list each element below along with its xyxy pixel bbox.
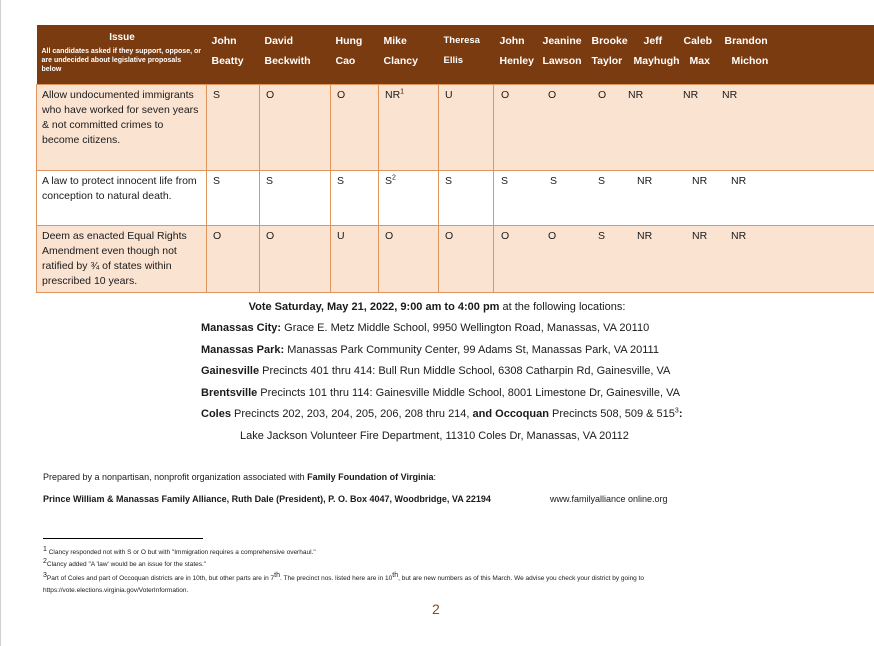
candidate-header-lawson: Jeanine Lawson [542, 35, 582, 67]
issue-header: Issue [109, 32, 135, 43]
candidate-header-cao: Hung Cao [331, 25, 379, 84]
vote-cell: O [331, 84, 379, 170]
location-gainesville: Gainesville Precincts 401 thru 414: Bull Run Middle School, 6308 Catharpin Rd, Gainesville, VA [201, 365, 671, 377]
candidate-header-ellis: Theresa Ellis [439, 25, 494, 84]
vote-date-line: Vote Saturday, May 21, 2022, 9:00 am to 4:00 pm at the following locations: [248, 301, 626, 313]
vote-cell: S [207, 84, 260, 170]
vote-value: NR [731, 174, 747, 187]
vote-value: NR [731, 229, 747, 242]
vote-value: O [598, 88, 607, 101]
vote-value: NR [722, 88, 738, 101]
organization-address: Prince William & Manassas Family Alliance, Ruth Dale (President), P. O. Box 4047, Woodbridge, VA 22194 [43, 494, 491, 504]
candidate-header-henley: John Henley [499, 35, 534, 67]
location-manassas-city: Manassas City: Grace E. Metz Middle School, 9950 Wellington Road, Manassas, VA 20110 [201, 322, 650, 334]
issue-header-cell [37, 25, 207, 84]
footnote-divider [43, 538, 203, 539]
vote-cell: S [439, 170, 494, 225]
location-brentsville: Brentsville Precincts 101 thru 114: Gainesville Middle School, 8001 Limestone Dr, Gainesville, VA [201, 387, 680, 399]
issue-cell: Deem as enacted Equal Rights Amendment even though not ratified by ¾ of states within prescribed 10 years. [37, 225, 207, 292]
table-header-row [37, 25, 874, 84]
footnote-ref: 1 [400, 88, 405, 95]
vote-cell: O [439, 225, 494, 292]
vote-cell: S [331, 170, 379, 225]
location-lake-jackson: Lake Jackson Volunteer Fire Department, 11310 Coles Dr, Manassas, VA 20112 [240, 430, 629, 442]
vote-value: O [501, 229, 510, 242]
vote-cell: O [260, 225, 331, 292]
vote-value: O [501, 88, 510, 101]
vote-value: NR [637, 229, 653, 242]
vote-cell: O [379, 225, 439, 292]
vote-value: NR [628, 88, 644, 101]
vote-value: NR [637, 174, 653, 187]
issue-cell: A law to protect innocent life from conception to natural death. [37, 170, 207, 225]
candidate-header-max: Caleb Max [683, 35, 713, 67]
vote-cell-group [494, 170, 874, 225]
vote-value: O [548, 229, 557, 242]
page-edge [0, 0, 1, 646]
vote-value: NR [683, 88, 699, 101]
vote-value: S [598, 229, 606, 242]
vote-cell-group [494, 84, 874, 170]
location-manassas-park: Manassas Park: Manassas Park Community Center, 99 Adams St, Manassas Park, VA 20111 [201, 344, 659, 356]
location-coles-occoquan: Coles Precincts 202, 203, 204, 205, 206, 208 thru 214, and Occoquan Precincts 508, 509 & $515^3$: [201, 407, 683, 420]
vote-cell: S [260, 170, 331, 225]
table-row [37, 225, 874, 292]
website-link[interactable]: www.familyalliance online.org [550, 494, 668, 504]
page-number: 2 [432, 601, 440, 617]
candidate-header-beatty: John Beatty [207, 25, 260, 84]
vote-value: S [550, 174, 558, 187]
grouped-candidate-headers [500, 31, 871, 75]
vote-cell: O [207, 225, 260, 292]
vote-value: NR [692, 229, 708, 242]
prepared-by-line: Prepared by a nonpartisan, nonprofit organization associated with Family Foundation of Virginia: [43, 472, 437, 482]
candidate-header-michon: Brandon Michon [724, 35, 769, 67]
table-row [37, 84, 874, 170]
vote-cell: U [439, 84, 494, 170]
vote-cell: $NR^1$ [379, 84, 439, 170]
footnote-3: $^3$Part of Coles and part of Occoquan districts are in 10th, but other parts are in 7th. The precinct nos. listed here are in 10th, but are new numbers as of this March. We advise you check your district by going to [43, 571, 645, 582]
table-row [37, 170, 874, 225]
candidate-header-beckwith: David Beckwith [260, 25, 331, 84]
vote-cell-group [494, 225, 874, 292]
footnote-ref: 3 [674, 407, 679, 415]
vote-cell: $S^2$ [379, 170, 439, 225]
vote-value: NR [692, 174, 708, 187]
vote-value: S [501, 174, 509, 187]
vote-value: S [598, 174, 606, 187]
vote-value: O [548, 88, 557, 101]
vote-cell: U [331, 225, 379, 292]
candidate-header-clancy: Mike Clancy [379, 25, 439, 84]
footnote-3-url[interactable]: https://vote.elections.virginia.gov/VoterInformation. [43, 587, 189, 594]
candidate-header-group [494, 25, 874, 84]
footnote-2: $^2$Clancy added "A 'law' would be an issue for the states." [43, 557, 207, 568]
footnote-ref: 2 [392, 174, 396, 181]
issue-header-note: All candidates asked if they support, oppose, or are undecided about legislative proposals below [41, 48, 201, 73]
vote-cell: S [207, 170, 260, 225]
candidate-header-mayhugh: Jeff Mayhugh [633, 35, 680, 67]
vote-cell: O [260, 84, 331, 170]
candidate-header-taylor: Brooke Taylor [591, 35, 628, 67]
footnote-1: $^1$ Clancy responded not with S or O but with "Immigration requires a comprehensive overhaul." [43, 545, 316, 556]
issue-cell: Allow undocumented immigrants who have worked for seven years & not committed crimes to become citizens. [37, 84, 207, 170]
candidate-survey-table [36, 25, 874, 293]
